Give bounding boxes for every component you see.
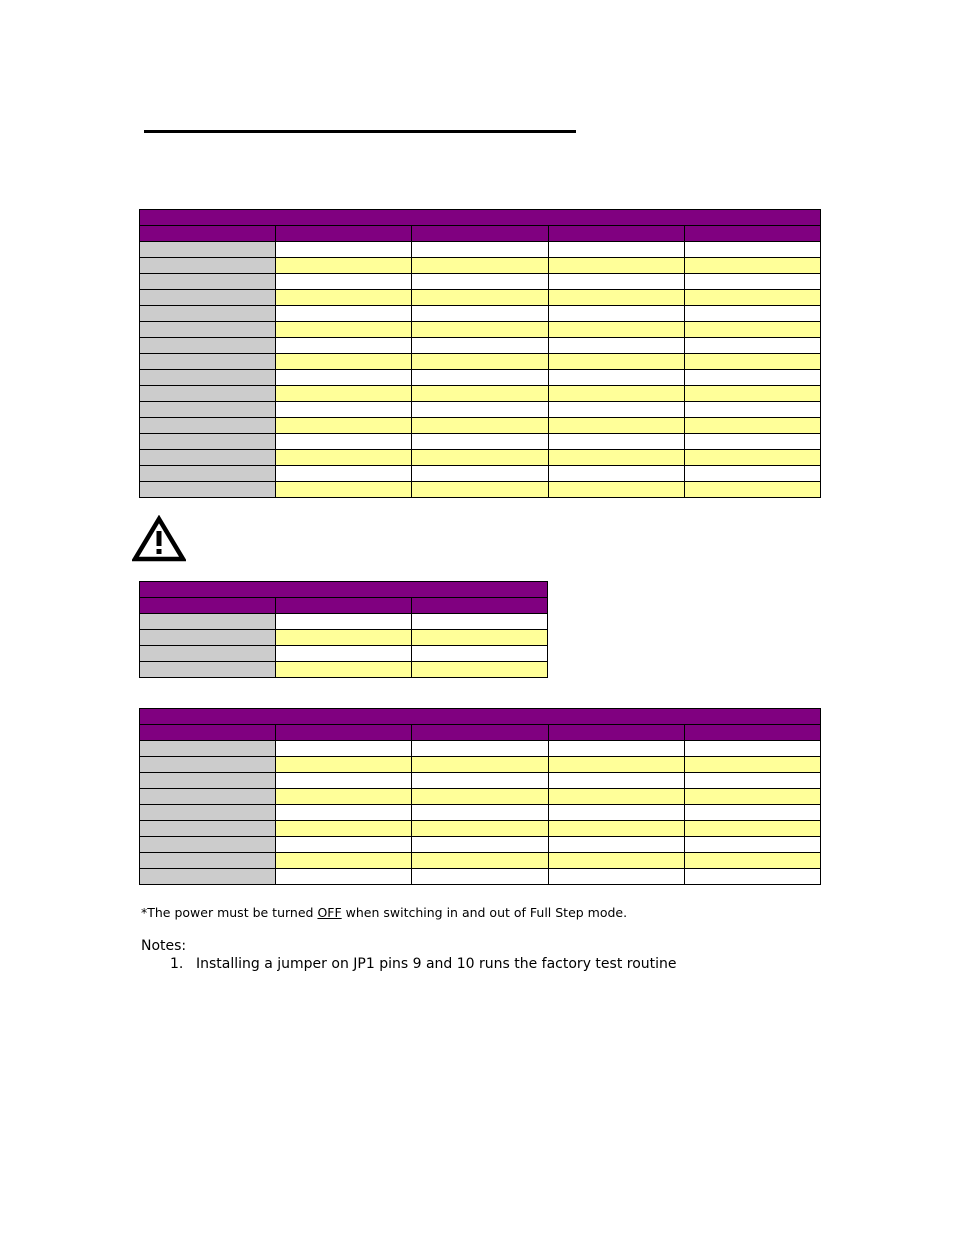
table-row bbox=[140, 837, 821, 853]
table-cell bbox=[276, 741, 412, 757]
table-cell bbox=[412, 418, 548, 434]
table-cell bbox=[412, 306, 548, 322]
table-cell bbox=[276, 646, 412, 662]
table-row bbox=[140, 466, 821, 482]
table-header-row bbox=[140, 598, 548, 614]
table-cell bbox=[684, 418, 820, 434]
table-cell bbox=[276, 258, 412, 274]
table-header-cell bbox=[412, 226, 548, 242]
table-row bbox=[140, 630, 548, 646]
table-cell bbox=[276, 757, 412, 773]
table-cell bbox=[684, 386, 820, 402]
table-row-label-cell bbox=[140, 450, 276, 466]
table-row-label-cell bbox=[140, 853, 276, 869]
table-row bbox=[140, 614, 548, 630]
table-cell bbox=[412, 805, 548, 821]
table-cell bbox=[548, 450, 684, 466]
table-cell bbox=[684, 290, 820, 306]
table-cell bbox=[684, 837, 820, 853]
table-cell bbox=[276, 434, 412, 450]
table-cell bbox=[548, 853, 684, 869]
table-cell bbox=[276, 853, 412, 869]
table-cell bbox=[684, 805, 820, 821]
table-row-label-cell bbox=[140, 741, 276, 757]
table-cell bbox=[276, 402, 412, 418]
table-cell bbox=[684, 322, 820, 338]
table-row bbox=[140, 322, 821, 338]
notes-heading: Notes: bbox=[141, 938, 187, 954]
table-cell bbox=[548, 482, 684, 498]
table-cell bbox=[276, 370, 412, 386]
table-row bbox=[140, 386, 821, 402]
table-title-row bbox=[140, 582, 548, 598]
table-cell bbox=[276, 322, 412, 338]
table-header-cell bbox=[548, 226, 684, 242]
table-cell bbox=[276, 773, 412, 789]
table-header-cell bbox=[140, 226, 276, 242]
table-title-cell bbox=[140, 582, 548, 598]
table-cell bbox=[276, 242, 412, 258]
table-row bbox=[140, 290, 821, 306]
table-cell bbox=[684, 338, 820, 354]
table-row bbox=[140, 370, 821, 386]
table-cell bbox=[276, 805, 412, 821]
table-cell bbox=[548, 402, 684, 418]
footnote-text-after: when switching in and out of Full Step mode. bbox=[341, 905, 628, 920]
table-cell bbox=[548, 434, 684, 450]
table-cell bbox=[684, 757, 820, 773]
table-cell bbox=[412, 741, 548, 757]
footnote-emphasis: OFF bbox=[317, 905, 342, 920]
table-cell bbox=[276, 290, 412, 306]
table-cell bbox=[684, 354, 820, 370]
table-row bbox=[140, 741, 821, 757]
table-cell bbox=[412, 466, 548, 482]
table-header-cell bbox=[140, 725, 276, 741]
table-cell bbox=[548, 837, 684, 853]
table-row-label-cell bbox=[140, 789, 276, 805]
table-title-cell bbox=[140, 709, 821, 725]
table-cell bbox=[276, 306, 412, 322]
table-cell bbox=[548, 789, 684, 805]
table-row bbox=[140, 853, 821, 869]
table-title-row bbox=[140, 709, 821, 725]
power-footnote bbox=[141, 905, 627, 921]
table-row-label-cell bbox=[140, 290, 276, 306]
table-cell bbox=[684, 450, 820, 466]
table-cell bbox=[412, 482, 548, 498]
table-row-label-cell bbox=[140, 274, 276, 290]
table-cell bbox=[548, 418, 684, 434]
table-header-row bbox=[140, 226, 821, 242]
table-row bbox=[140, 805, 821, 821]
table-cell bbox=[276, 837, 412, 853]
table-cell bbox=[276, 466, 412, 482]
table-row-label-cell bbox=[140, 258, 276, 274]
table-cell bbox=[412, 450, 548, 466]
table-title-cell bbox=[140, 210, 821, 226]
table-cell bbox=[412, 869, 548, 885]
table-cell bbox=[276, 614, 412, 630]
table-cell bbox=[684, 853, 820, 869]
table-cell bbox=[684, 306, 820, 322]
table-cell bbox=[412, 662, 548, 678]
table-row bbox=[140, 482, 821, 498]
table-cell bbox=[276, 338, 412, 354]
table-cell bbox=[548, 274, 684, 290]
table-cell bbox=[548, 370, 684, 386]
table-cell bbox=[684, 274, 820, 290]
table-cell bbox=[276, 662, 412, 678]
table-header-cell bbox=[276, 725, 412, 741]
table-row-label-cell bbox=[140, 630, 276, 646]
table-cell bbox=[684, 821, 820, 837]
table-cell bbox=[548, 773, 684, 789]
table-header-row bbox=[140, 725, 821, 741]
table-cell bbox=[412, 614, 548, 630]
table-cell bbox=[548, 258, 684, 274]
table-cell bbox=[276, 450, 412, 466]
table-row bbox=[140, 338, 821, 354]
table-row-label-cell bbox=[140, 869, 276, 885]
table-header-cell bbox=[140, 598, 276, 614]
table-header-cell bbox=[412, 725, 548, 741]
table-cell bbox=[412, 402, 548, 418]
table-row-label-cell bbox=[140, 402, 276, 418]
settings-table-small bbox=[139, 581, 548, 678]
table-header-cell bbox=[412, 598, 548, 614]
table-row-label-cell bbox=[140, 418, 276, 434]
table-cell bbox=[276, 418, 412, 434]
table-row-label-cell bbox=[140, 306, 276, 322]
footnote-text-before: *The power must be turned bbox=[141, 905, 318, 920]
table-cell bbox=[276, 789, 412, 805]
table-cell bbox=[684, 402, 820, 418]
table-cell bbox=[412, 370, 548, 386]
table-row-label-cell bbox=[140, 242, 276, 258]
table-row bbox=[140, 434, 821, 450]
table-row bbox=[140, 242, 821, 258]
table-cell bbox=[276, 821, 412, 837]
table-row-label-cell bbox=[140, 773, 276, 789]
notes-item-text: Installing a jumper on JP1 pins 9 and 10 runs the factory test routine bbox=[196, 956, 677, 972]
table-cell bbox=[684, 789, 820, 805]
table-cell bbox=[548, 306, 684, 322]
table-cell bbox=[684, 434, 820, 450]
table-cell bbox=[684, 258, 820, 274]
table-cell bbox=[548, 869, 684, 885]
table-row-label-cell bbox=[140, 662, 276, 678]
table-cell bbox=[276, 386, 412, 402]
table-cell bbox=[684, 242, 820, 258]
table-cell bbox=[684, 370, 820, 386]
table-cell bbox=[412, 258, 548, 274]
table-row-label-cell bbox=[140, 354, 276, 370]
table-row bbox=[140, 789, 821, 805]
warning-triangle-icon bbox=[132, 515, 186, 563]
table-row-label-cell bbox=[140, 805, 276, 821]
table-header-cell bbox=[684, 226, 820, 242]
table-cell bbox=[412, 630, 548, 646]
table-row bbox=[140, 418, 821, 434]
table-row bbox=[140, 821, 821, 837]
table-header-cell bbox=[548, 725, 684, 741]
table-row bbox=[140, 646, 548, 662]
table-header-cell bbox=[684, 725, 820, 741]
table-cell bbox=[412, 789, 548, 805]
table-cell bbox=[276, 354, 412, 370]
table-row-label-cell bbox=[140, 434, 276, 450]
table-cell bbox=[412, 290, 548, 306]
table-row bbox=[140, 662, 548, 678]
table-row-label-cell bbox=[140, 466, 276, 482]
settings-table-main bbox=[139, 209, 821, 498]
table-row-label-cell bbox=[140, 482, 276, 498]
table-cell bbox=[276, 630, 412, 646]
settings-table-step-mode bbox=[139, 708, 821, 885]
table-cell bbox=[684, 466, 820, 482]
table-row-label-cell bbox=[140, 757, 276, 773]
table-cell bbox=[276, 482, 412, 498]
table-cell bbox=[548, 757, 684, 773]
table-row bbox=[140, 450, 821, 466]
table-cell bbox=[548, 354, 684, 370]
table-cell bbox=[412, 338, 548, 354]
table-cell bbox=[684, 482, 820, 498]
table-cell bbox=[548, 322, 684, 338]
table-cell bbox=[684, 741, 820, 757]
table-title-row bbox=[140, 210, 821, 226]
table-cell bbox=[684, 773, 820, 789]
table-cell bbox=[548, 338, 684, 354]
table-row-label-cell bbox=[140, 322, 276, 338]
table-cell bbox=[412, 757, 548, 773]
table-row-label-cell bbox=[140, 386, 276, 402]
table-cell bbox=[548, 290, 684, 306]
table-cell bbox=[412, 434, 548, 450]
table-row-label-cell bbox=[140, 370, 276, 386]
table-row bbox=[140, 773, 821, 789]
table-cell bbox=[412, 274, 548, 290]
table-cell bbox=[412, 853, 548, 869]
table-row bbox=[140, 306, 821, 322]
section-heading-rule bbox=[144, 130, 576, 133]
table-cell bbox=[412, 242, 548, 258]
table-cell bbox=[412, 386, 548, 402]
table-row-label-cell bbox=[140, 338, 276, 354]
table-cell bbox=[412, 821, 548, 837]
table-cell bbox=[548, 466, 684, 482]
table-row bbox=[140, 354, 821, 370]
table-row bbox=[140, 258, 821, 274]
table-row-label-cell bbox=[140, 821, 276, 837]
table-cell bbox=[276, 869, 412, 885]
notes-item bbox=[170, 955, 677, 973]
table-header-cell bbox=[276, 598, 412, 614]
table-cell bbox=[548, 741, 684, 757]
table-cell bbox=[412, 773, 548, 789]
table-row-label-cell bbox=[140, 614, 276, 630]
table-cell bbox=[684, 869, 820, 885]
table-cell bbox=[548, 821, 684, 837]
table-cell bbox=[276, 274, 412, 290]
table-cell bbox=[412, 354, 548, 370]
table-row bbox=[140, 869, 821, 885]
table-cell bbox=[412, 646, 548, 662]
table-cell bbox=[548, 386, 684, 402]
table-header-cell bbox=[276, 226, 412, 242]
table-row bbox=[140, 757, 821, 773]
table-cell bbox=[412, 322, 548, 338]
table-cell bbox=[412, 837, 548, 853]
table-row bbox=[140, 274, 821, 290]
notes-item-number: 1. bbox=[170, 956, 184, 972]
table-cell bbox=[548, 242, 684, 258]
table-cell bbox=[548, 805, 684, 821]
table-row bbox=[140, 402, 821, 418]
table-row-label-cell bbox=[140, 837, 276, 853]
table-row-label-cell bbox=[140, 646, 276, 662]
